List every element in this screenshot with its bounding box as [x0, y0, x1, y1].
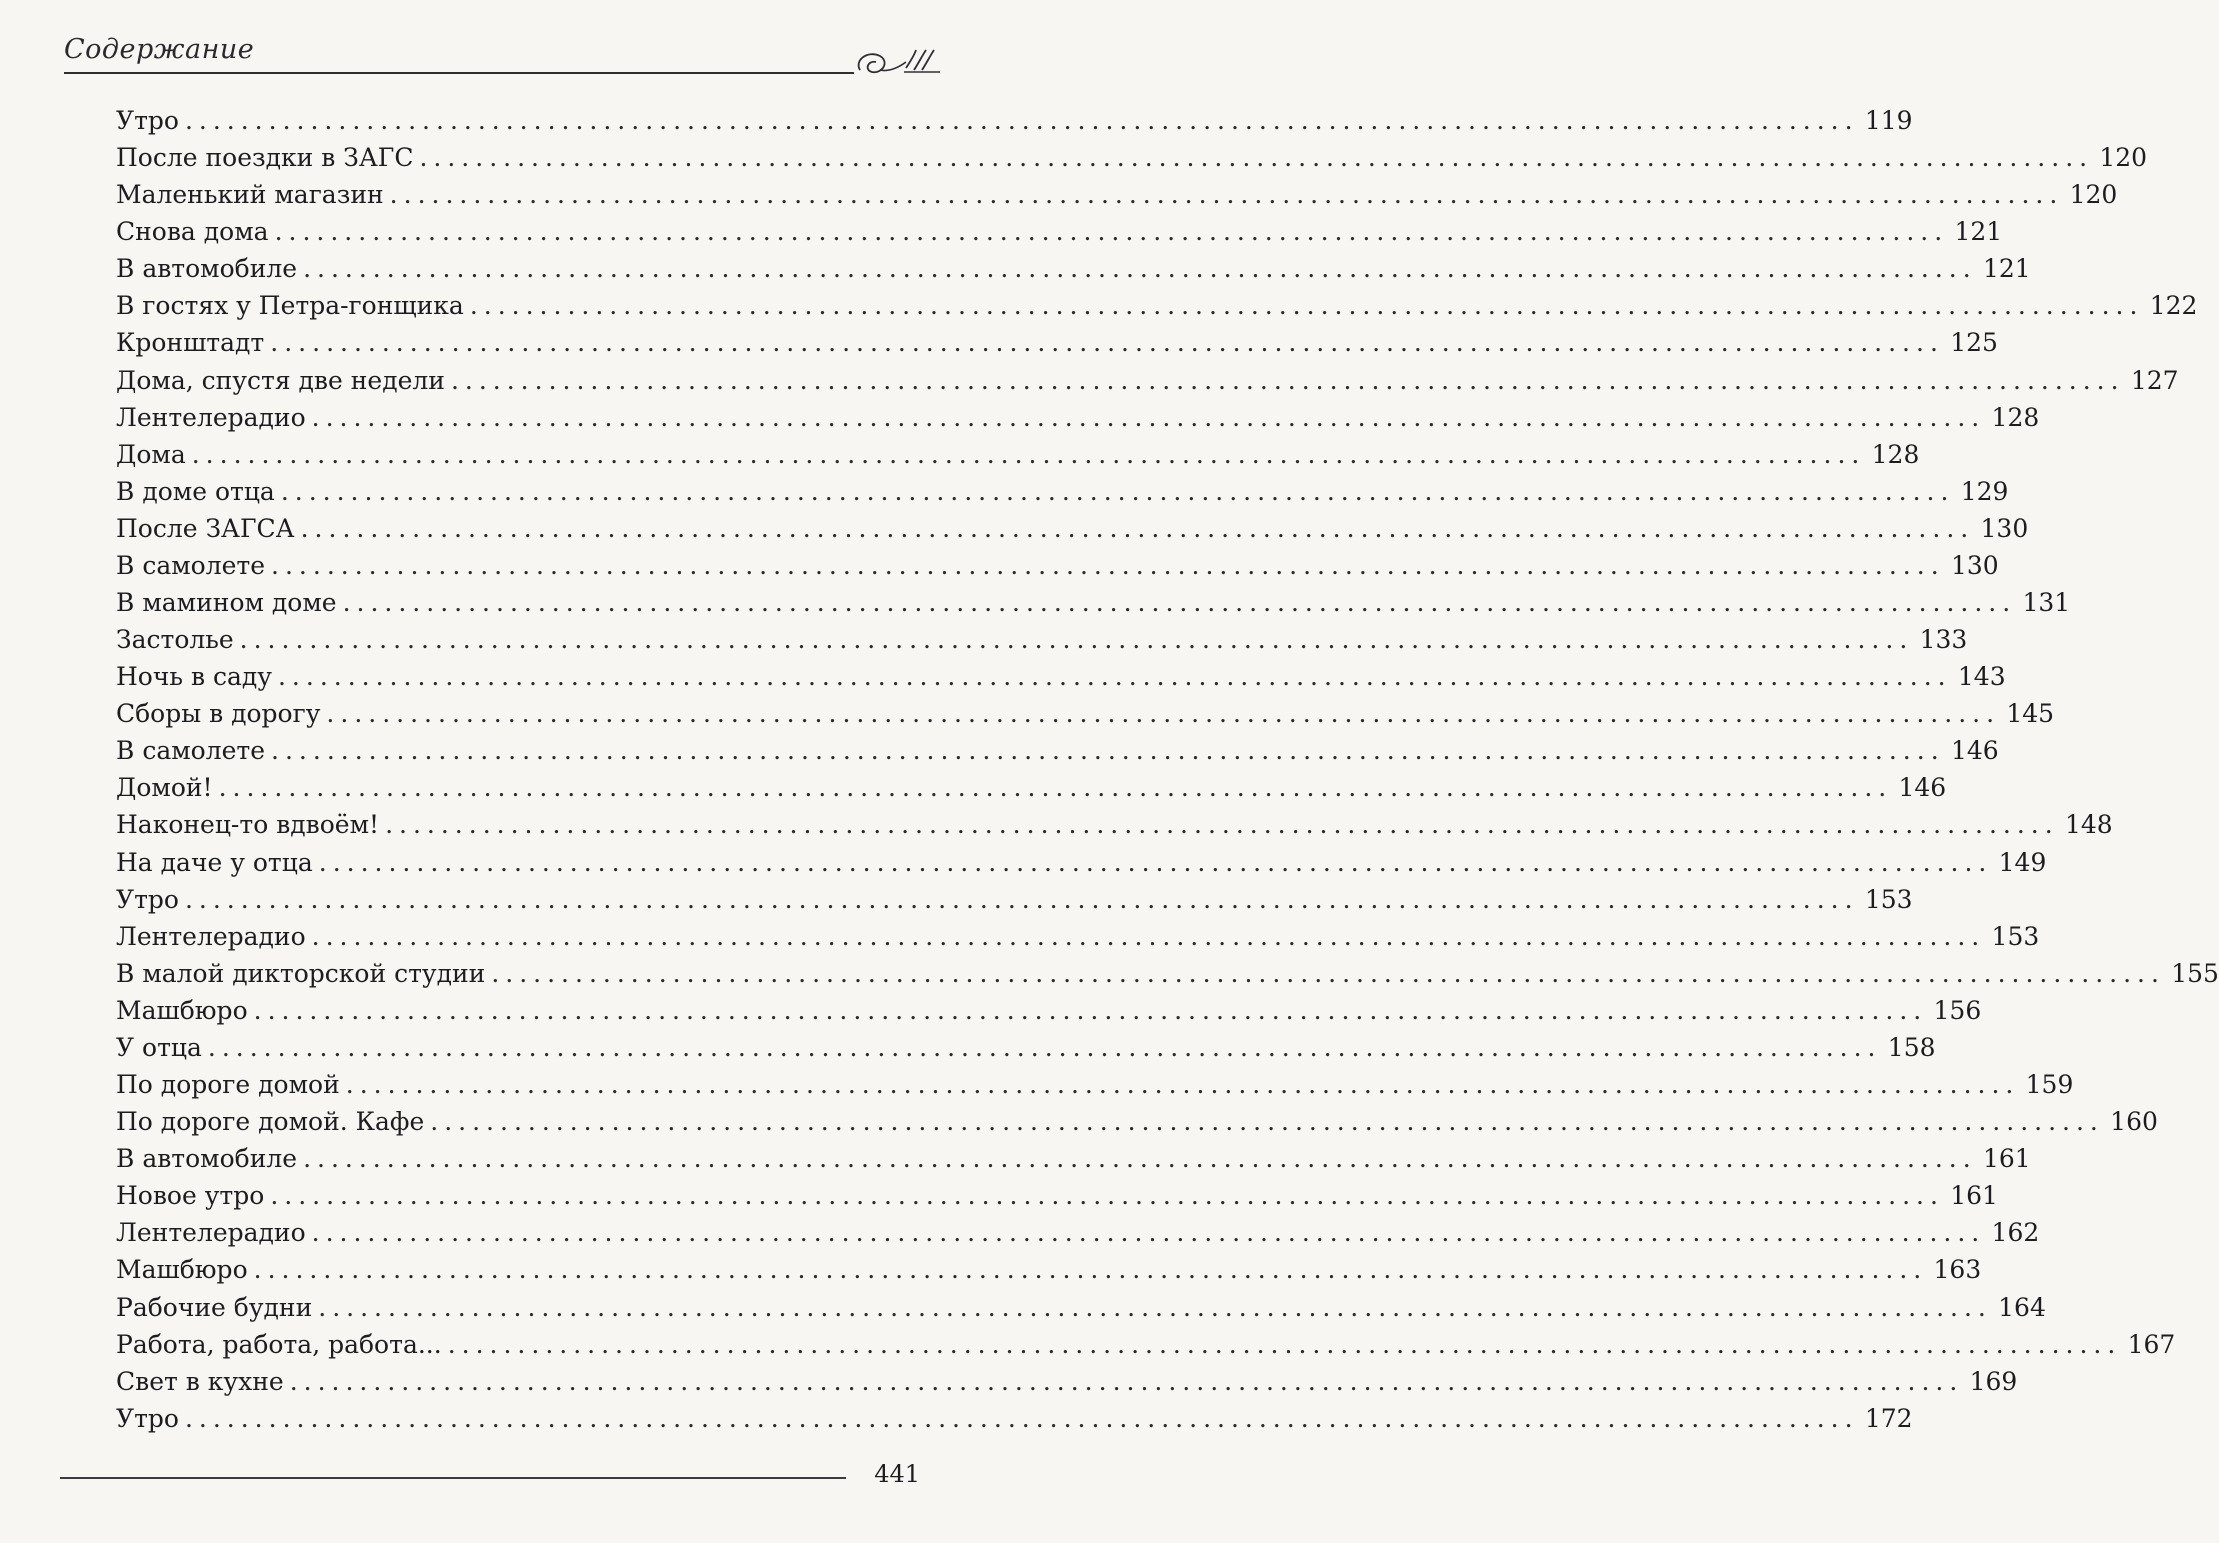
toc-entry-page: 130 [1980, 513, 2029, 543]
toc-entry [116, 769, 1947, 806]
toc-entry-page: 128 [1871, 439, 1920, 469]
dot-leader: ........................................................................................................................ [303, 254, 1977, 284]
toc-entry-page: 161 [1950, 1181, 1998, 1211]
toc-entry-title: У отца [116, 1032, 202, 1062]
footer-rule [60, 1477, 846, 1479]
dot-leader: ........................................................................................................................ [253, 995, 1928, 1025]
toc-entry-page: 163 [1933, 1255, 1982, 1285]
dot-leader: ........................................................................................................................ [311, 921, 1986, 951]
toc-entry [116, 436, 1920, 473]
toc-entry-page: 167 [2127, 1329, 2176, 1359]
toc-entry-page: 131 [2022, 588, 2071, 618]
toc-entry [116, 250, 2031, 287]
dot-leader: ........................................................................................................................ [447, 1329, 2122, 1359]
dot-leader: ........................................................................................................................ [184, 1403, 1859, 1433]
header-rule [64, 72, 854, 74]
toc-entry-page: 127 [2130, 365, 2179, 395]
toc-entry-page: 119 [1864, 106, 1913, 135]
toc-entry-title: Дома [116, 439, 186, 469]
toc-entry-page: 169 [1969, 1366, 2018, 1396]
toc-entry-title: Лентелерадио [116, 402, 306, 432]
toc-entry [116, 881, 1913, 918]
toc-entry-title: Сборы в дорогу [116, 699, 321, 729]
toc-entry-page: 162 [1991, 1218, 2040, 1248]
dot-leader: ........................................................................................................................ [184, 884, 1859, 914]
toc-entry [116, 918, 2040, 955]
toc-entry [116, 844, 2047, 881]
dot-leader: ........................................................................................................................ [280, 476, 1955, 506]
dot-leader: ........................................................................................................................ [274, 217, 1949, 247]
toc-entry-page: 159 [2025, 1070, 2074, 1100]
toc-entry [116, 955, 2219, 992]
toc-entry-title: После ЗАГСА [116, 513, 295, 543]
toc-entry-title: В самолете [116, 550, 266, 580]
toc-entry-page: 158 [1887, 1032, 1936, 1062]
toc-entry-title: Рабочие будни [116, 1292, 313, 1322]
dot-leader: ........................................................................................................................ [389, 180, 2064, 210]
toc-entry [116, 324, 1998, 361]
toc-entry-title: Дома, спустя две недели [116, 365, 445, 395]
page-footer [60, 1460, 920, 1508]
dot-leader: ........................................................................................................................ [271, 550, 1945, 580]
dot-leader: ........................................................................................................................ [345, 1070, 2020, 1100]
dot-leader: ........................................................................................................................ [385, 810, 2059, 840]
toc-entry-page: 146 [1898, 773, 1947, 803]
toc-entry-page: 145 [2006, 699, 2055, 729]
toc-entry [116, 1400, 1913, 1437]
toc-entry-page: 161 [1982, 1144, 2031, 1174]
dot-leader: ........................................................................................................................ [289, 1366, 1964, 1396]
running-header [64, 34, 940, 84]
toc-entry-title: Утро [116, 1403, 179, 1433]
toc-entry [116, 510, 2029, 547]
toc-entry [116, 621, 1968, 658]
dot-leader: ........................................................................................................................ [318, 847, 1993, 877]
dot-leader: ........................................................................................................................ [469, 291, 2144, 321]
toc-entry-title: В автомобиле [116, 254, 298, 284]
toc-entry [116, 806, 2113, 843]
toc-entry [116, 176, 2118, 213]
toc-entry [116, 547, 1999, 584]
page-title: Содержание [64, 34, 255, 65]
dot-leader: ........................................................................................................................ [303, 1144, 1977, 1174]
toc-entry-page: 146 [1950, 736, 1999, 766]
toc-entry [116, 1103, 2158, 1140]
dot-leader: ........................................................................................................................ [218, 773, 1893, 803]
toc-entry [116, 1326, 2176, 1363]
dot-leader: ........................................................................................................................ [277, 662, 1952, 692]
dot-leader: ........................................................................................................................ [239, 625, 1914, 655]
toc-entry-page: 120 [2069, 180, 2118, 210]
toc-entry-title: Ночь в саду [116, 662, 272, 692]
dot-leader: ........................................................................................................................ [491, 958, 2165, 988]
dot-leader: ........................................................................................................................ [300, 513, 1975, 543]
toc-entry-page: 160 [2110, 1107, 2158, 1137]
toc-entry [116, 362, 2179, 399]
toc-entry-page: 155 [2171, 958, 2219, 988]
toc-entry-title: В самолете [116, 736, 266, 766]
dot-leader: ........................................................................................................................ [430, 1107, 2104, 1137]
toc-entry-title: Лентелерадио [116, 1218, 306, 1248]
toc-entry-title: В гостях у Петра-гонщика [116, 291, 464, 321]
dot-leader: ........................................................................................................................ [326, 699, 2001, 729]
toc-entry-title: Свет в кухне [116, 1366, 284, 1396]
toc-entry-page: 133 [1919, 625, 1968, 655]
toc-entry-title: По дороге домой [116, 1070, 340, 1100]
toc-entry-title: Застолье [116, 625, 234, 655]
toc-entry-title: Работа, работа, работа... [116, 1329, 442, 1359]
toc-entry-title: По дороге домой. Кафе [116, 1107, 425, 1137]
toc-entry-page: 153 [1864, 884, 1913, 914]
toc-entry-title: Утро [116, 106, 179, 135]
toc-entry-page: 122 [2149, 291, 2198, 321]
table-of-contents [116, 102, 2219, 1437]
toc-entry-title: Снова дома [116, 217, 269, 247]
toc-entry-page: 156 [1933, 995, 1982, 1025]
toc-entry-page: 130 [1950, 550, 1999, 580]
toc-entry-title: После поездки в ЗАГС [116, 143, 414, 173]
dot-leader: ........................................................................................................................ [450, 365, 2125, 395]
toc-entry-title: Маленький магазин [116, 180, 384, 210]
toc-entry [116, 992, 1982, 1029]
page-number: 441 [874, 1460, 920, 1488]
toc-entry-title: Машбюро [116, 995, 248, 1025]
toc-entry [116, 732, 1999, 769]
dot-leader: ........................................................................................................................ [253, 1255, 1928, 1285]
toc-entry [116, 695, 2055, 732]
toc-entry [116, 1214, 2040, 1251]
toc-entry-title: В мамином доме [116, 588, 337, 618]
toc-entry [116, 1177, 1998, 1214]
toc-entry-page: 143 [1957, 662, 2006, 692]
toc-entry-title: В малой дикторской студии [116, 958, 486, 988]
toc-entry [116, 1066, 2074, 1103]
toc-entry [116, 1289, 2046, 1326]
dot-leader: ........................................................................................................................ [342, 588, 2017, 618]
toc-entry-page: 120 [2099, 143, 2148, 173]
toc-entry-title: В доме отца [116, 476, 275, 506]
toc-entry [116, 1363, 2018, 1400]
dot-leader: ........................................................................................................................ [207, 1032, 1882, 1062]
toc-entry-page: 129 [1960, 476, 2009, 506]
dot-leader: ........................................................................................................................ [318, 1292, 1992, 1322]
dot-leader: ........................................................................................................................ [311, 402, 1986, 432]
dot-leader: ........................................................................................................................ [270, 328, 1944, 358]
toc-entry [116, 1140, 2031, 1177]
toc-entry-title: Машбюро [116, 1255, 248, 1285]
toc-entry-title: На даче у отца [116, 847, 313, 877]
dot-leader: ........................................................................................................................ [311, 1218, 1986, 1248]
toc-entry-title: Домой! [116, 773, 213, 803]
dot-leader: ........................................................................................................................ [191, 439, 1866, 469]
toc-entry-title: Новое утро [116, 1181, 265, 1211]
toc-entry-title: Лентелерадио [116, 921, 306, 951]
dot-leader: ........................................................................................................................ [270, 1181, 1944, 1211]
toc-entry-page: 125 [1950, 328, 1998, 358]
toc-entry [116, 584, 2071, 621]
toc-entry-page: 164 [1998, 1292, 2046, 1322]
toc-entry [116, 1251, 1982, 1288]
toc-entry-page: 148 [2064, 810, 2113, 840]
toc-entry-page: 172 [1864, 1403, 1913, 1433]
dot-leader: ........................................................................................................................ [271, 736, 1945, 766]
dot-leader: ........................................................................................................................ [184, 106, 1859, 135]
toc-entry [116, 399, 2040, 436]
toc-entry-page: 121 [1982, 254, 2031, 284]
toc-entry [116, 287, 2198, 324]
toc-entry-page: 128 [1991, 402, 2040, 432]
dot-leader: ........................................................................................................................ [419, 143, 2094, 173]
toc-entry [116, 473, 2009, 510]
toc-entry-page: 121 [1954, 217, 2003, 247]
toc-entry [116, 139, 2148, 176]
toc-entry [116, 102, 1913, 139]
toc-entry [116, 1029, 1936, 1066]
toc-entry-title: Утро [116, 884, 179, 914]
toc-entry-title: Наконец-то вдвоём! [116, 810, 380, 840]
toc-entry [116, 213, 2003, 250]
flourish-ornament-icon [854, 42, 940, 82]
toc-entry-page: 153 [1991, 921, 2040, 951]
toc-entry-title: Кронштадт [116, 328, 265, 358]
toc-entry-title: В автомобиле [116, 1144, 298, 1174]
toc-entry-page: 149 [1998, 847, 2047, 877]
toc-entry [116, 658, 2006, 695]
